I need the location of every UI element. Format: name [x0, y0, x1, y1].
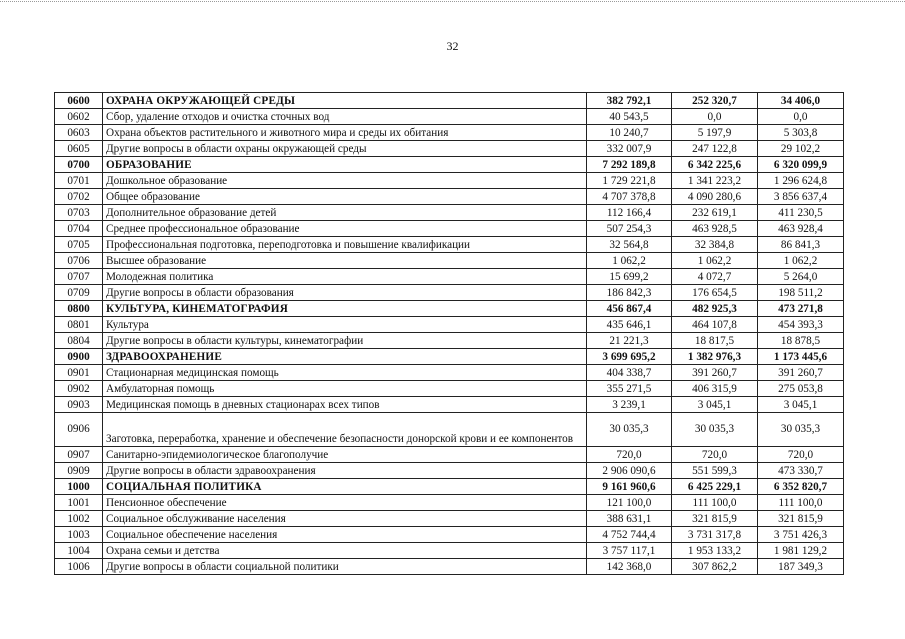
row-value-1: 2 906 090,6 — [587, 463, 672, 479]
row-value-1: 435 646,1 — [587, 317, 672, 333]
row-value-1: 4 752 744,4 — [587, 527, 672, 543]
table-row — [55, 269, 844, 285]
row-name: Другие вопросы в области здравоохранения — [103, 463, 587, 479]
row-value-3: 1 062,2 — [758, 253, 844, 269]
row-value-1: 332 007,9 — [587, 141, 672, 157]
row-value-3: 29 102,2 — [758, 141, 844, 157]
row-code: 0801 — [55, 317, 103, 333]
row-value-3: 3 856 637,4 — [758, 189, 844, 205]
row-value-1: 186 842,3 — [587, 285, 672, 301]
row-name: Социальное обеспечение населения — [103, 527, 587, 543]
table-row — [55, 109, 844, 125]
row-code: 1004 — [55, 543, 103, 559]
row-code: 1006 — [55, 559, 103, 575]
table-row — [55, 447, 844, 463]
row-value-2: 463 928,5 — [672, 221, 758, 237]
row-value-1: 507 254,3 — [587, 221, 672, 237]
row-value-1: 21 221,3 — [587, 333, 672, 349]
row-name: Охрана объектов растительного и животного мира и среды их обитания — [103, 125, 587, 141]
row-value-3: 198 511,2 — [758, 285, 844, 301]
table-row — [55, 237, 844, 253]
row-name: Санитарно-эпидемиологическое благополучие — [103, 447, 587, 463]
row-value-2: 720,0 — [672, 447, 758, 463]
row-code: 1001 — [55, 495, 103, 511]
row-name: ЗДРАВООХРАНЕНИЕ — [103, 349, 587, 365]
row-value-2: 3 731 317,8 — [672, 527, 758, 543]
row-value-1: 30 035,3 — [587, 413, 672, 447]
row-value-3: 321 815,9 — [758, 511, 844, 527]
row-name: Культура — [103, 317, 587, 333]
row-value-3: 473 330,7 — [758, 463, 844, 479]
row-value-1: 1 062,2 — [587, 253, 672, 269]
row-code: 0706 — [55, 253, 103, 269]
row-code: 0603 — [55, 125, 103, 141]
row-name: Охрана семьи и детства — [103, 543, 587, 559]
table-row — [55, 413, 844, 447]
table-row — [55, 317, 844, 333]
row-value-3: 86 841,3 — [758, 237, 844, 253]
row-value-1: 720,0 — [587, 447, 672, 463]
row-code: 0707 — [55, 269, 103, 285]
table-row — [55, 205, 844, 221]
row-value-3: 6 320 099,9 — [758, 157, 844, 173]
row-value-1: 3 239,1 — [587, 397, 672, 413]
row-name: Молодежная политика — [103, 269, 587, 285]
row-value-2: 252 320,7 — [672, 93, 758, 109]
row-value-3: 473 271,8 — [758, 301, 844, 317]
row-value-2: 1 341 223,2 — [672, 173, 758, 189]
row-value-2: 232 619,1 — [672, 205, 758, 221]
row-value-1: 15 699,2 — [587, 269, 672, 285]
row-name: Медицинская помощь в дневных стационарах всех типов — [103, 397, 587, 413]
table-row — [55, 527, 844, 543]
row-name: Стационарная медицинская помощь — [103, 365, 587, 381]
row-code: 0703 — [55, 205, 103, 221]
row-value-3: 6 352 820,7 — [758, 479, 844, 495]
table-row — [55, 253, 844, 269]
row-value-2: 111 100,0 — [672, 495, 758, 511]
row-name: Другие вопросы в области культуры, кинематографии — [103, 333, 587, 349]
row-value-2: 1 953 133,2 — [672, 543, 758, 559]
row-value-2: 6 342 225,6 — [672, 157, 758, 173]
section-row — [55, 349, 844, 365]
row-value-2: 307 862,2 — [672, 559, 758, 575]
row-value-2: 1 062,2 — [672, 253, 758, 269]
row-code: 0701 — [55, 173, 103, 189]
row-value-3: 34 406,0 — [758, 93, 844, 109]
row-code: 0700 — [55, 157, 103, 173]
row-value-1: 382 792,1 — [587, 93, 672, 109]
table-row — [55, 125, 844, 141]
row-value-3: 5 303,8 — [758, 125, 844, 141]
row-code: 0903 — [55, 397, 103, 413]
row-value-2: 6 425 229,1 — [672, 479, 758, 495]
row-name: Дополнительное образование детей — [103, 205, 587, 221]
table-row — [55, 381, 844, 397]
section-row — [55, 157, 844, 173]
row-value-3: 30 035,3 — [758, 413, 844, 447]
row-code: 1000 — [55, 479, 103, 495]
row-code: 1003 — [55, 527, 103, 543]
row-value-1: 355 271,5 — [587, 381, 672, 397]
table-row — [55, 221, 844, 237]
row-value-3: 1 296 624,8 — [758, 173, 844, 189]
row-code: 0705 — [55, 237, 103, 253]
row-value-1: 112 166,4 — [587, 205, 672, 221]
row-value-2: 18 817,5 — [672, 333, 758, 349]
row-name: Социальное обслуживание населения — [103, 511, 587, 527]
row-value-1: 388 631,1 — [587, 511, 672, 527]
row-value-3: 1 173 445,6 — [758, 349, 844, 365]
row-name: ОБРАЗОВАНИЕ — [103, 157, 587, 173]
row-value-3: 454 393,3 — [758, 317, 844, 333]
budget-table-body — [55, 93, 844, 575]
row-value-2: 3 045,1 — [672, 397, 758, 413]
row-code: 0704 — [55, 221, 103, 237]
row-value-3: 18 878,5 — [758, 333, 844, 349]
row-value-3: 1 981 129,2 — [758, 543, 844, 559]
row-value-1: 40 543,5 — [587, 109, 672, 125]
row-name: Амбулаторная помощь — [103, 381, 587, 397]
row-value-3: 3 751 426,3 — [758, 527, 844, 543]
row-value-3: 411 230,5 — [758, 205, 844, 221]
row-value-3: 275 053,8 — [758, 381, 844, 397]
row-name: Другие вопросы в области образования — [103, 285, 587, 301]
row-value-1: 4 707 378,8 — [587, 189, 672, 205]
table-row — [55, 511, 844, 527]
row-value-3: 3 045,1 — [758, 397, 844, 413]
table-row — [55, 173, 844, 189]
row-value-1: 456 867,4 — [587, 301, 672, 317]
row-code: 0906 — [55, 413, 103, 447]
row-name: Дошкольное образование — [103, 173, 587, 189]
row-name: Другие вопросы в области социальной политики — [103, 559, 587, 575]
row-name: Сбор, удаление отходов и очистка сточных вод — [103, 109, 587, 125]
table-row — [55, 495, 844, 511]
row-value-2: 5 197,9 — [672, 125, 758, 141]
table-row — [55, 543, 844, 559]
row-value-3: 5 264,0 — [758, 269, 844, 285]
table-row — [55, 285, 844, 301]
row-value-2: 4 072,7 — [672, 269, 758, 285]
table-row — [55, 397, 844, 413]
row-value-1: 3 757 117,1 — [587, 543, 672, 559]
row-name: КУЛЬТУРА, КИНЕМАТОГРАФИЯ — [103, 301, 587, 317]
row-value-2: 32 384,8 — [672, 237, 758, 253]
row-name: Среднее профессиональное образование — [103, 221, 587, 237]
row-value-2: 30 035,3 — [672, 413, 758, 447]
row-value-1: 10 240,7 — [587, 125, 672, 141]
row-value-2: 482 925,3 — [672, 301, 758, 317]
row-value-2: 391 260,7 — [672, 365, 758, 381]
row-value-2: 321 815,9 — [672, 511, 758, 527]
row-code: 0901 — [55, 365, 103, 381]
table-row — [55, 141, 844, 157]
row-code: 0800 — [55, 301, 103, 317]
page-number: 32 — [446, 39, 459, 53]
row-value-1: 3 699 695,2 — [587, 349, 672, 365]
row-value-2: 0,0 — [672, 109, 758, 125]
row-value-1: 121 100,0 — [587, 495, 672, 511]
row-value-3: 391 260,7 — [758, 365, 844, 381]
row-value-2: 464 107,8 — [672, 317, 758, 333]
row-value-3: 187 349,3 — [758, 559, 844, 575]
row-code: 0600 — [55, 93, 103, 109]
row-code: 0702 — [55, 189, 103, 205]
table-row — [55, 365, 844, 381]
row-name: ОХРАНА ОКРУЖАЮЩЕЙ СРЕДЫ — [103, 93, 587, 109]
row-code: 0804 — [55, 333, 103, 349]
row-name: Профессиональная подготовка, переподготовка и повышение квалификации — [103, 237, 587, 253]
table-row — [55, 463, 844, 479]
row-code: 0907 — [55, 447, 103, 463]
table-row — [55, 189, 844, 205]
row-value-3: 463 928,4 — [758, 221, 844, 237]
section-row — [55, 301, 844, 317]
row-value-1: 142 368,0 — [587, 559, 672, 575]
row-code: 0709 — [55, 285, 103, 301]
budget-table — [54, 92, 844, 575]
row-name: Высшее образование — [103, 253, 587, 269]
section-row — [55, 479, 844, 495]
section-row — [55, 93, 844, 109]
row-value-3: 720,0 — [758, 447, 844, 463]
row-value-2: 551 599,3 — [672, 463, 758, 479]
row-code: 0602 — [55, 109, 103, 125]
row-value-1: 404 338,7 — [587, 365, 672, 381]
row-code: 0900 — [55, 349, 103, 365]
row-value-2: 1 382 976,3 — [672, 349, 758, 365]
row-value-1: 7 292 189,8 — [587, 157, 672, 173]
row-code: 0605 — [55, 141, 103, 157]
row-name: Другие вопросы в области охраны окружающей среды — [103, 141, 587, 157]
row-value-1: 32 564,8 — [587, 237, 672, 253]
row-value-1: 9 161 960,6 — [587, 479, 672, 495]
table-row — [55, 559, 844, 575]
row-value-2: 4 090 280,6 — [672, 189, 758, 205]
row-value-2: 176 654,5 — [672, 285, 758, 301]
row-code: 0909 — [55, 463, 103, 479]
row-value-2: 406 315,9 — [672, 381, 758, 397]
row-value-3: 111 100,0 — [758, 495, 844, 511]
row-name: Пенсионное обеспечение — [103, 495, 587, 511]
row-name: Заготовка, переработка, хранение и обеспечение безопасности донорской крови и ее компонентов — [103, 413, 587, 447]
row-value-1: 1 729 221,8 — [587, 173, 672, 189]
row-name: СОЦИАЛЬНАЯ ПОЛИТИКА — [103, 479, 587, 495]
top-rule — [0, 1, 905, 2]
row-code: 0902 — [55, 381, 103, 397]
row-code: 1002 — [55, 511, 103, 527]
table-row — [55, 333, 844, 349]
row-value-2: 247 122,8 — [672, 141, 758, 157]
row-name: Общее образование — [103, 189, 587, 205]
row-value-3: 0,0 — [758, 109, 844, 125]
